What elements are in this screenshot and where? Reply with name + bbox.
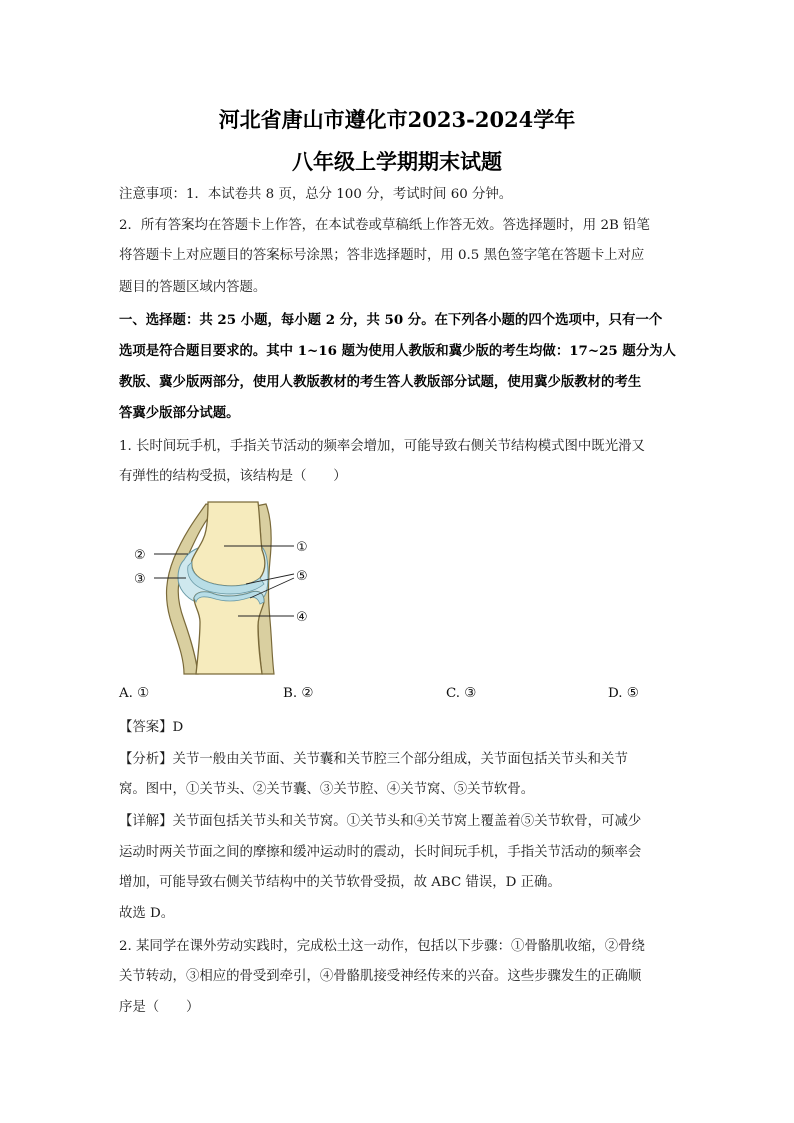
figure-label-5: ⑤	[296, 569, 308, 584]
conclusion-line: 故选 D。	[119, 906, 175, 921]
option-d[interactable]: D. ⑤	[608, 686, 639, 701]
analysis-line: 【分析】关节一般由关节面、关节囊和关节腔三个部分组成，关节面包括关节头和关节	[119, 752, 628, 767]
section-heading-line: 教版、冀少版两部分，使用人教版教材的考生答人教版部分试题，使用冀少版教材的考生	[119, 374, 642, 390]
question-1-stem: 有弹性的结构受损，该结构是（ ）	[119, 469, 347, 484]
option-a[interactable]: A. ①	[119, 686, 150, 701]
section-heading-line: 选项是符合题目要求的。其中 1~16 题为使用人教版和冀少版的考生均做：17~25 题分为人	[119, 343, 676, 359]
question-2-stem: 序是（ ）	[119, 1000, 200, 1015]
answer-line: 【答案】D	[119, 720, 184, 735]
section-heading-line: 一、选择题：共 25 小题，每小题 2 分，共 50 分。在下列各小题的四个选项中，只有一个	[119, 312, 663, 328]
joint-diagram	[126, 498, 326, 676]
figure-label-4: ④	[296, 610, 308, 625]
figure-label-2: ②	[134, 548, 146, 563]
page-title: 河北省唐山市遵化市2023-2024学年	[218, 107, 576, 132]
detail-line: 【详解】关节面包括关节头和关节窝。①关节头和④关节窝上覆盖着⑤关节软骨，可减少	[119, 814, 642, 829]
option-b[interactable]: B. ②	[283, 686, 314, 701]
section-heading-line: 答冀少版部分试题。	[119, 405, 240, 421]
notes-line: 2．所有答案均在答题卡上作答，在本试卷或草稿纸上作答无效。答选择题时，用 2B 铅笔	[119, 218, 650, 233]
notes-line: 题目的答题区域内答题。	[119, 280, 267, 295]
option-c[interactable]: C. ③	[446, 686, 477, 701]
detail-line: 运动时两关节面之间的摩擦和缓冲运动时的震动，长时间玩手机，手指关节活动的频率会	[119, 845, 642, 860]
figure-label-3: ③	[134, 572, 146, 587]
page-subtitle: 八年级上学期期末试题	[292, 149, 502, 174]
analysis-line: 窝。图中，①关节头、②关节囊、③关节腔、④关节窝、⑤关节软骨。	[119, 782, 535, 797]
question-2-stem: 关节转动，③相应的骨受到牵引，④骨骼肌接受神经传来的兴奋。这些步骤发生的正确顺	[119, 969, 642, 984]
notes-line: 将答题卡上对应题目的答案标号涂黑；答非选择题时，用 0.5 黑色签字笔在答题卡上对应	[119, 248, 645, 263]
figure-label-1: ①	[296, 540, 308, 555]
question-1-stem: 1. 长时间玩手机，手指关节活动的频率会增加，可能导致右侧关节结构模式图中既光滑又	[119, 439, 645, 454]
detail-line: 增加，可能导致右侧关节结构中的关节软骨受损，故 ABC 错误，D 正确。	[119, 875, 561, 890]
joint-socket-bone	[194, 591, 264, 674]
notes-line: 注意事项：1．本试卷共 8 页，总分 100 分，考试时间 60 分钟。	[119, 187, 513, 202]
joint-diagram-svg	[126, 498, 326, 676]
question-2-stem: 2. 某同学在课外劳动实践时，完成松土这一动作，包括以下步骤：①骨骼肌收缩，②骨绕	[119, 939, 645, 954]
